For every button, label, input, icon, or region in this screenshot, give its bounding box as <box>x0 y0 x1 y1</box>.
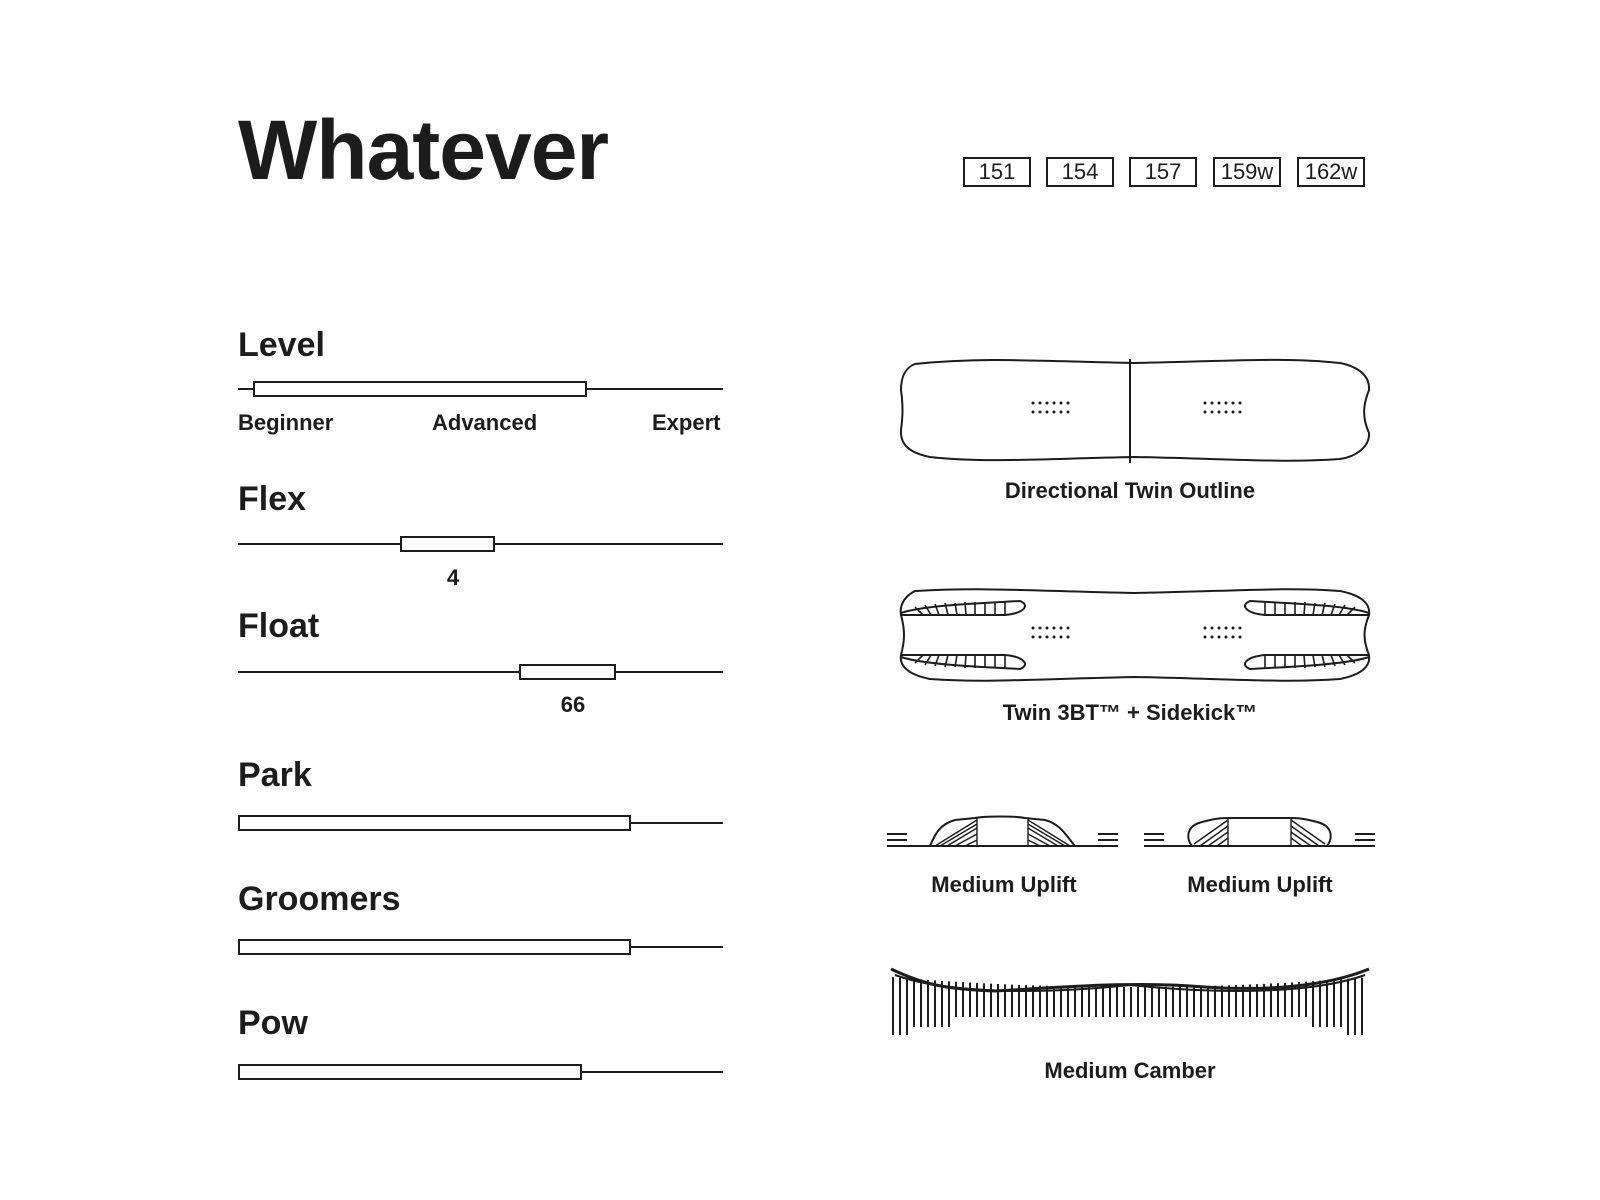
flex-value: 4 <box>446 565 460 590</box>
size-box-154: 154 <box>1046 157 1114 187</box>
sidecut-inserts <box>1032 627 1242 639</box>
uplift-left-diagram <box>885 810 1120 855</box>
park-bar <box>238 815 631 831</box>
outline-caption: Directional Twin Outline <box>1004 478 1256 503</box>
size-box-159w: 159w <box>1213 157 1281 187</box>
size-box-151: 151 <box>963 157 1031 187</box>
flex-bar <box>400 536 495 552</box>
float-title: Float <box>238 607 320 645</box>
float-track <box>238 671 723 673</box>
camber-diagram <box>885 965 1375 1045</box>
board-outline-diagram <box>885 355 1385 467</box>
uplift-left-caption: Medium Uplift <box>931 872 1077 897</box>
size-box-157: 157 <box>1129 157 1197 187</box>
board-title: Whatever <box>238 103 609 197</box>
pow-bar <box>238 1064 582 1080</box>
level-label-beginner: Beginner <box>238 410 334 435</box>
size-box-162w: 162w <box>1297 157 1365 187</box>
contact-zones <box>901 601 1369 669</box>
uplift-right-diagram <box>1142 810 1377 855</box>
sidecut-caption: Twin 3BT™ + Sidekick™ <box>1002 700 1258 725</box>
uplift-right-caption: Medium Uplift <box>1187 872 1333 897</box>
level-title: Level <box>238 326 325 364</box>
insert-pattern-right <box>1204 402 1242 414</box>
flex-title: Flex <box>238 480 307 518</box>
level-label-advanced: Advanced <box>432 410 538 435</box>
float-value: 66 <box>560 692 586 717</box>
level-label-expert: Expert <box>652 410 721 435</box>
groomers-title: Groomers <box>238 880 401 918</box>
insert-pattern-left <box>1032 402 1070 414</box>
groomers-bar <box>238 939 631 955</box>
park-title: Park <box>238 756 312 794</box>
sidecut-diagram <box>885 585 1385 685</box>
camber-caption: Medium Camber <box>1044 1058 1216 1083</box>
float-bar <box>519 664 616 680</box>
pow-title: Pow <box>238 1004 308 1042</box>
contact-hatching <box>915 602 1355 668</box>
level-bar <box>253 381 588 397</box>
